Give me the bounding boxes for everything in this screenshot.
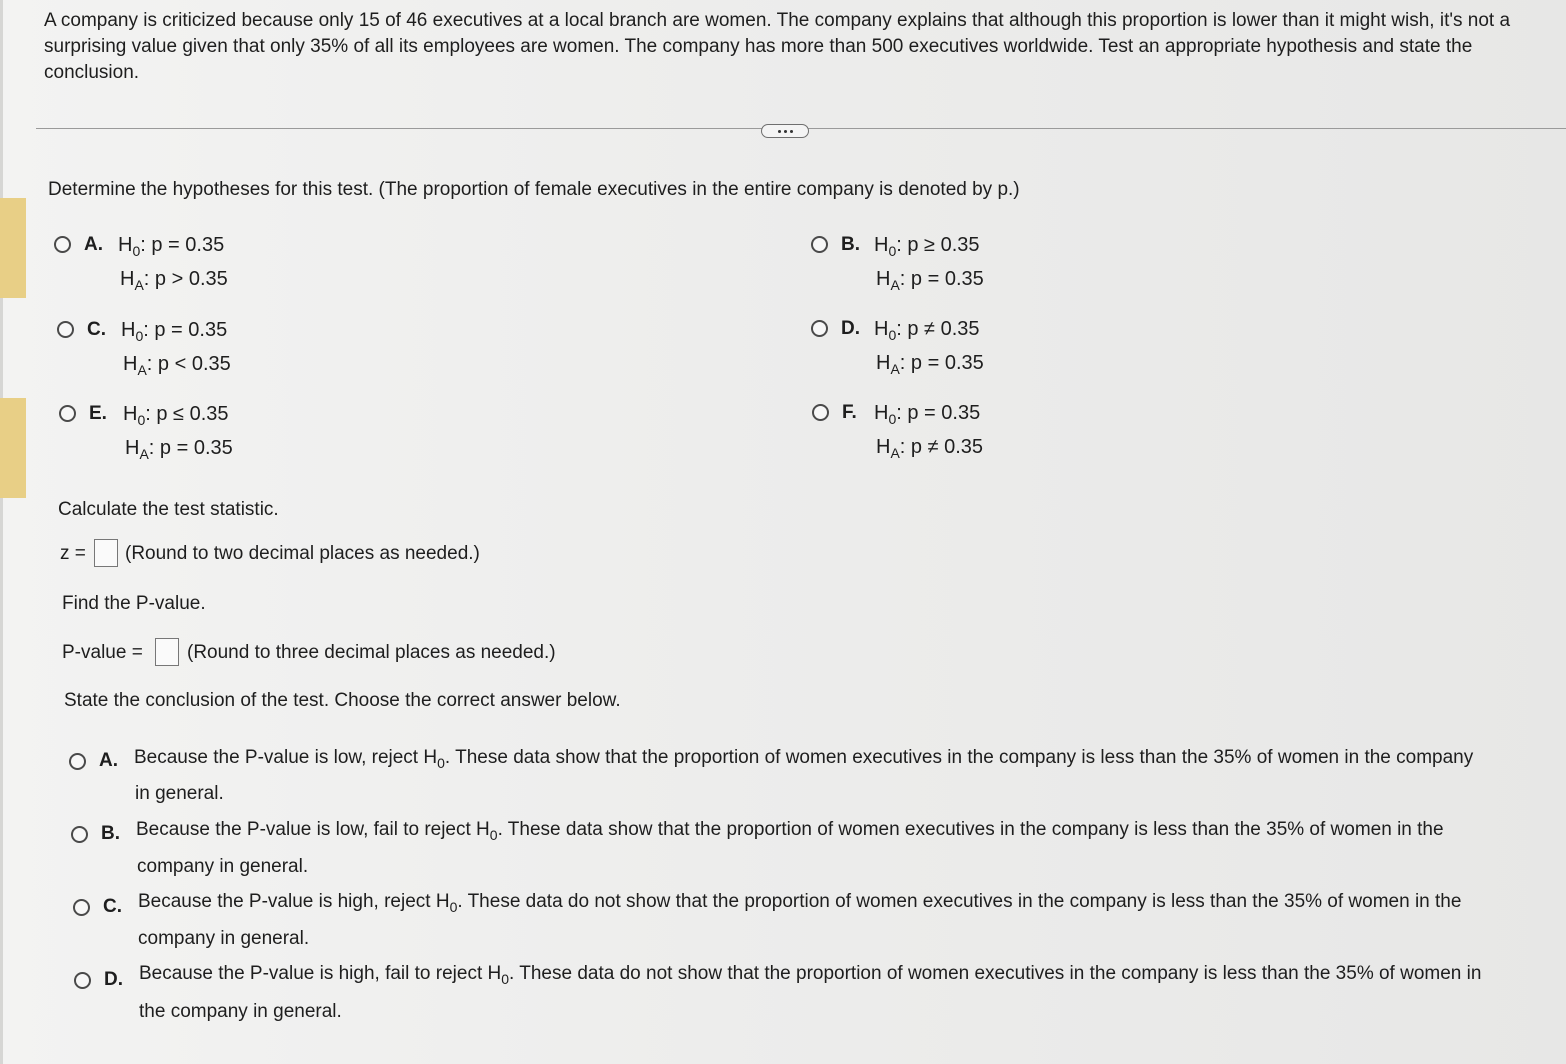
radio-option-f[interactable] [812,404,829,421]
radio-conclusion-b[interactable] [71,826,88,843]
option-letter: D. [841,318,860,339]
p-value-label: P-value = [62,642,143,663]
ellipsis-icon [778,130,781,133]
option-letter: F. [842,402,857,423]
option-letter: C. [103,896,122,917]
option-letter: A. [84,234,103,255]
alternative-hypothesis: $H_A$: p < 0.35 [123,353,231,378]
test-statistic-prompt: Calculate the test statistic. [58,499,279,520]
radio-option-b[interactable] [811,236,828,253]
z-input[interactable] [94,539,118,567]
null-hypothesis: $H_0$: p ≥ 0.35 [874,234,980,259]
radio-conclusion-c[interactable] [73,899,90,916]
accent-bar-top [0,198,26,298]
accent-bar-bottom [0,398,26,498]
z-rounding-hint: (Round to two decimal places as needed.) [125,543,480,564]
conclusion-text-continued: the company in general. [139,1001,342,1022]
option-letter: D. [104,969,123,990]
radio-option-d[interactable] [811,320,828,337]
radio-conclusion-a[interactable] [69,753,86,770]
conclusion-prompt: State the conclusion of the test. Choose the correct answer below. [64,690,621,711]
conclusion-text: Because the P-value is low, fail to reject $H_0$. These data show that the proportion of women executives in the company is less than the 35% of women in the [136,819,1444,843]
alternative-hypothesis: $H_A$: p = 0.35 [125,437,233,462]
conclusion-text-continued: in general. [135,783,224,804]
expand-more-button[interactable] [761,124,809,138]
null-hypothesis: $H_0$: p ≤ 0.35 [123,403,229,428]
null-hypothesis: $H_0$: p = 0.35 [121,319,228,344]
radio-conclusion-d[interactable] [74,972,91,989]
alternative-hypothesis: $H_A$: p = 0.35 [876,352,984,377]
radio-option-c[interactable] [57,321,74,338]
question-text: A company is criticized because only 15 of 46 executives at a local branch are women. The company explains that although this proportion is lower than it might wish, it's not a surprising value given that only 35% of all its employees are women. The company has more than 500 executives worldwide. Test an appropriate hypothesis and state the conclusion. [44,10,1511,83]
conclusion-text-continued: company in general. [138,928,310,949]
option-letter: C. [87,319,106,340]
option-letter: B. [101,823,120,844]
hypotheses-prompt: Determine the hypotheses for this test. (The proportion of female executives in the entire company is denoted by p.) [48,179,1020,200]
p-value-rounding-hint: (Round to three decimal places as needed.) [187,642,556,663]
null-hypothesis: $H_0$: p = 0.35 [874,402,981,427]
p-value-prompt: Find the P-value. [62,593,206,614]
option-letter: B. [841,234,860,255]
option-letter: A. [99,750,118,771]
p-value-input[interactable] [155,638,179,666]
z-label: z = [60,543,86,564]
window-left-edge [0,0,3,1064]
radio-option-a[interactable] [54,236,71,253]
conclusion-text: Because the P-value is high, fail to reject $H_0$. These data do not show that the proportion of women executives in the company is less than the 35% of women in [139,963,1482,987]
conclusion-text: Because the P-value is low, reject $H_0$. These data show that the proportion of women executives in the company is less than the 35% of women in the company [134,747,1474,771]
null-hypothesis: $H_0$: p ≠ 0.35 [874,318,980,343]
option-letter: E. [89,403,107,424]
conclusion-text: Because the P-value is high, reject $H_0$. These data do not show that the proportion of women executives in the company is less than the 35% of women in the [138,891,1462,915]
alternative-hypothesis: $H_A$: p > 0.35 [120,268,228,293]
alternative-hypothesis: $H_A$: p = 0.35 [876,268,984,293]
conclusion-text-continued: company in general. [137,856,309,877]
radio-option-e[interactable] [59,405,76,422]
alternative-hypothesis: $H_A$: p ≠ 0.35 [876,436,984,461]
null-hypothesis: $H_0$: p = 0.35 [118,234,225,259]
